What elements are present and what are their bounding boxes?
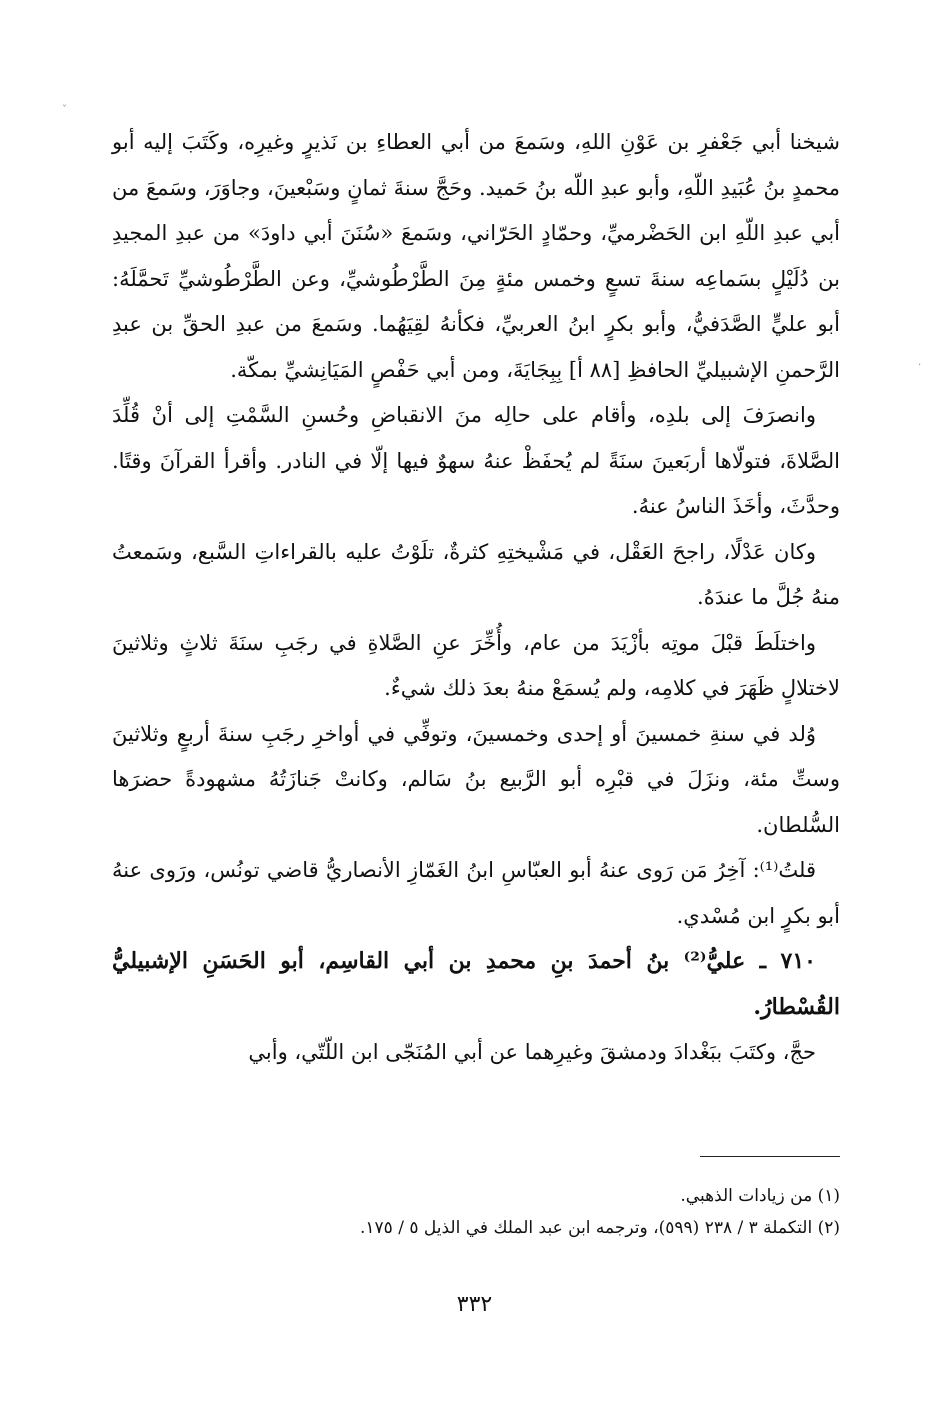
paragraph-2: وانصرَفَ إلى بلدِه، وأقام على حالِه منَ الانقباضِ وحُسنِ السَّمْتِ إلى أنْ قُلِّدَ الصَّلاةَ، فتولّاها أربَعينَ سنَةً لم يُحفَظْ عنهُ سهوٌ فيها إلّا في النادر. وأقرأ القرآنَ وقتًا. وحدَّثَ، وأخَذَ الناسُ عنهُ. xyxy=(112,403,840,518)
paragraph-5: وُلد في سنةِ خمسينَ أو إحدى وخمسينَ، وتوفِّي في أواخرِ رجَبِ سنةَ أربعٍ وثلاثينَ وستِّ مئة، ونزَلَ في قبْرِه أبو الرَّبيع بنُ سَالم، وكانتْ جَنازَتُهُ مشهودةً حضرَها السُّلطان. xyxy=(112,721,840,837)
paragraph-3: وكان عَدْلًا، راجحَ العَقْل، في مَشْيختِهِ كثرةٌ، تلَوْتُ عليه بالقراءاتِ السَّبع، وسَمعتُ منهُ جُلَّ ما عندَهُ. xyxy=(112,539,840,609)
scan-mark: ˇ xyxy=(62,105,67,116)
footnotes xyxy=(112,1180,840,1244)
paragraph-6: قلتُ⁽¹⁾: آخِرُ مَن رَوى عنهُ أبو العبّاسِ ابنُ الغَمّازِ الأنصاريُّ قاضي تونُس، ورَوى عنهُ أبو بكرٍ ابن مُسْدي. xyxy=(112,858,840,928)
entry-heading: ٧١٠ ـ عليُّ⁽²⁾ بنُ أحمدَ بنِ محمدِ بن أبي القاسِم، أبو الحَسَنِ الإشبيليُّ القُسْطارُ. xyxy=(112,948,840,1020)
footnote-1: (١) من زيادات الذهبي. xyxy=(680,1186,840,1206)
scan-mark: · xyxy=(918,360,922,371)
main-text xyxy=(112,120,840,1076)
footnote-2: (٢) التكملة ٣ / ٢٣٨ (٥٩٩)، وترجمه ابن عبد الملك في الذيل ٥ / ١٧٥. xyxy=(360,1218,840,1238)
paragraph-1: شيخنا أبي جَعْفرِ بن عَوْنِ اللهِ، وسَمعَ من أبي العطاءِ بن نَذيرٍ وغيرِه، وكَتَبَ إليه أبو محمدٍ بنُ عُبَيدِ اللّهِ، وأبو عبدِ اللّه بنُ حَميد. وحَجَّ سنةَ ثمانٍ وسَبْعينَ، وجاوَرَ، وسَمعَ من أبي عبدِ اللّهِ ابن الحَضْرميِّ، وحمّادٍ الحَرّاني، وسَمعَ «سُنَنَ أبي داودَ» من عبدِ المجيدِ بن دُلَيْلٍ بسَماعِه سنةَ تسعٍ وخمس مئةٍ مِنَ الطَّرْطُوشيِّ، وعن الطَّرْطُوشيِّ تَحمَّلَهُ: أبو عليٍّ الصَّدَفيُّ، وأبو بكرٍ ابنُ العربيِّ، فكأنهُ لقِيَهُما. وسَمعَ من عبدِ الحقِّ بن عبدِ الرَّحمنِ الإشبيليِّ الحافظِ [٨٨ أ] بِبِجَايَةَ، ومن أبي حَفْصٍ المَيَانِشيِّ بمكّة. xyxy=(112,130,840,382)
page-number: ٣٣٢ xyxy=(456,1292,493,1317)
paragraph-4: واختلَطَ قبْلَ موتِه بأزْيَدَ من عام، وأُخِّرَ عنِ الصَّلاةِ في رجَبِ سنَةَ ثلاثٍ وثلاثينَ لاختلالٍ ظَهَرَ في كلامِه، ولم يُسمَعْ منهُ بعدَ ذلك شيءٌ. xyxy=(112,630,840,700)
paragraph-7: حجَّ، وكتَبَ ببَغْدادَ ودمشقَ وغيرِهما عن أبي المُنَجّى ابن اللّتّي، وأبي xyxy=(248,1040,816,1064)
footnote-divider xyxy=(700,1156,840,1157)
